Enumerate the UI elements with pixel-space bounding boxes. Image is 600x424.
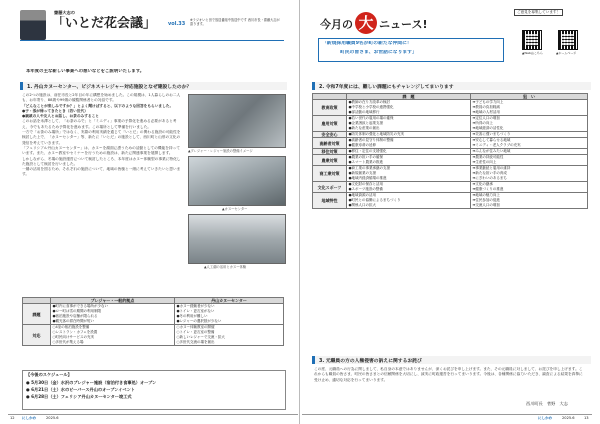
column-vol: vol.33: [168, 21, 186, 27]
cell-line: ○多世代交流の場を創出: [176, 340, 215, 344]
s1-para-6: 「フェリシアル丹山カヌーセンター」は、カヌーを湖面に漂うための活動としての機能を持っています。また、カヌー教室やセミナーを行うための施設は、新たに関連事業を展開します。: [22, 145, 181, 156]
cell-line: ●ロー町は雪の期間の利用制限: [52, 309, 102, 313]
s1-para-5: 一方で「お茶のみ場所」ではなく、実際の利用実績を通じて「いとだ」の関わる施設の可能性を検討した上で、「カヌーセンター」等、新たに「いとだ」の施設として、西川町と山形の文化の発信を考えていきます。: [22, 130, 181, 145]
cell-line: ●関係人口の拡大: [348, 203, 377, 207]
cell-line: ➡地域経済の活性化: [472, 126, 504, 130]
footer-date: 2025.6: [562, 416, 575, 420]
issues-table: [22, 297, 284, 346]
cell-issues-b: [174, 304, 283, 325]
cell-line: ➡子どもの学力向上: [472, 100, 504, 104]
row-aim: [471, 182, 588, 193]
table-row: [23, 304, 284, 325]
footer-brand: にしかわ: [538, 416, 553, 420]
s1-para-4: このお話を米澤として、「お茶のみで」と「ミニディ」事業の予算化を進める必要があると考え、今でもあたるため予算化を進めます。この場所として準備を行いました。: [22, 119, 177, 129]
row-category: 文化スポーツ: [313, 182, 347, 193]
cell-line: ○レストラン・カフェを設置: [52, 330, 98, 334]
row-category: 地域特性: [313, 193, 347, 209]
s1-para-8: 一層の活用を図るため、それぞれの施設について、地域の皆様と一緒に考えていきたいと思います。: [22, 167, 181, 177]
cell-line: ●町内に食事ができる場所が少ない: [52, 304, 109, 308]
author-portrait: [20, 10, 46, 40]
cell-line: ●商工業の事業承継の支援: [348, 166, 391, 170]
s1-para-2: ●子・孫が帰ってきたとき（若い世代）: [22, 108, 88, 113]
intro-text: 本年度の主な新しい事業への想いなどをご説明いたします。: [26, 69, 145, 74]
row-issue: [347, 116, 471, 132]
cell-line: ➡ミニディ・老人クラブの充実: [472, 143, 521, 147]
cell-line: ➡定住人口の増加: [472, 116, 500, 120]
footer-page-number: 13: [584, 416, 589, 420]
cell-line: ➡所得の向上: [472, 121, 493, 125]
table-row: [313, 138, 588, 149]
row-category: 農業対策: [313, 155, 347, 166]
footer-bar: [8, 414, 298, 415]
challenges-header-issue: 課 題: [347, 94, 471, 100]
sub-headline-1: 「新規採用職員9名が町の新たな仲間に！: [322, 41, 412, 46]
section1-body: [22, 93, 182, 269]
challenges-header-aim: 狙 い: [471, 94, 588, 100]
row-issue: [347, 155, 471, 166]
cell-line: ➡事業継続と雇用の維持: [472, 166, 511, 170]
row-category: 雇用対策: [313, 116, 347, 132]
cell-line: ●レジャーの選択肢が少ない: [176, 319, 222, 323]
row-issue: [347, 182, 471, 193]
section2-title: 2. 令和7年度には、難しい課題にもチャレンジしてまいります: [319, 85, 454, 90]
table-row: [313, 193, 588, 209]
row-aim: [471, 166, 588, 182]
row-aim: [471, 193, 588, 209]
photo-caption-2: ▲カヌーセンター: [222, 207, 248, 211]
cell-line: ○4室の宿泊施設を整備: [52, 325, 90, 329]
cell-line: ●地域資源の活用: [348, 193, 377, 197]
cell-line: ●宿泊施設や店舗が限られる: [52, 314, 98, 318]
schedule-item-2: ● 6月28日（土）フェリシア丹山カヌーセンター竣工式: [26, 394, 132, 399]
s1-para-3: ●親戚の人や友人とお話し、お茶のみすること: [22, 114, 99, 119]
cell-line: ●冬の利用が難しい: [176, 314, 208, 318]
cell-line: ●高齢者の見守り体制の整備: [348, 138, 394, 142]
row-issue: [347, 138, 471, 149]
qr-label-b: ▲ホームページ: [556, 51, 577, 55]
header-rule: [20, 40, 284, 41]
table-header-b: 丹山カヌーセンター: [174, 298, 283, 304]
cell-line: ○新しいレジャーで交流・拡大: [176, 335, 225, 339]
cell-line: ●若い世代の雇用の場の確保: [348, 116, 394, 120]
cell-line: ○多世代が集える場: [52, 340, 84, 344]
footer-page-number: 12: [10, 416, 15, 420]
cell-issues-a: [51, 304, 175, 325]
row-aim: [471, 138, 588, 149]
cell-line: ➡住民参加の促進: [472, 198, 500, 202]
table-row: [313, 155, 588, 166]
table-row: [23, 325, 284, 346]
schedule-title: 【今後のスケジュール】: [26, 372, 72, 377]
table-row: [313, 116, 588, 132]
cell-line: ●移住・定住の支援強化: [348, 149, 387, 153]
row-category: 安全安心: [313, 132, 347, 138]
cell-line: ●農業の担い手の確保: [348, 155, 384, 159]
section1-title: 1. 丹山カヌーセンター、ビジネス＋レジャー対応施設となぜ建設したのか？: [27, 85, 192, 90]
qr-code-a[interactable]: [522, 30, 542, 50]
row-issue: [347, 100, 471, 116]
row-issue: [347, 166, 471, 182]
row-issue: [347, 193, 471, 209]
cell-line: ●部活動の地域移行: [348, 110, 380, 114]
table-row: [313, 166, 588, 182]
headline-pre: 今月の: [320, 18, 353, 31]
photo-caption-3: ▲人工湖の活用とカヌー体験: [204, 265, 247, 269]
cell-line: ➡みんなが住みたい地域: [472, 149, 511, 153]
row-category: 商工業対策: [313, 166, 347, 182]
footer-brand: にしかわ: [22, 416, 37, 420]
cell-line: ➡地域の人材活用: [472, 110, 500, 114]
challenges-rows: [312, 99, 588, 209]
right-page: [300, 0, 600, 424]
cell-line: ➡にぎわいのあるまち: [472, 176, 507, 180]
cell-line: ●文化財の保存と活用: [348, 182, 384, 186]
section3-title: 3. 元職員の方の人権侵害の訴えに関するお詫び: [319, 359, 422, 364]
footer-date: 2025.6: [46, 416, 59, 420]
section1-heading: [20, 82, 287, 90]
footer-bar: [302, 414, 592, 415]
cell-line: ●地域内経済循環の推進: [348, 176, 387, 180]
headline-big-character: 大: [355, 12, 377, 34]
qr-code-b[interactable]: [558, 30, 578, 50]
author-name: 齋藤大志の: [54, 10, 75, 15]
column-title: 「いとだ花会議」: [52, 16, 157, 31]
photo-canoe-center: [188, 156, 286, 206]
s1-para-1: 「どんなことが楽しみですか？」とよく聞けばすると、以下のような回答をもらいました。: [22, 103, 174, 108]
cell-line: ●スマート農業の推進: [348, 160, 383, 164]
table-header-a: プレジャー・一般的拠点: [51, 298, 175, 304]
row-aim: [471, 100, 588, 116]
signature: 西川町長 菅野 大志: [526, 401, 568, 406]
challenges-table-body: [312, 99, 588, 209]
row-label-issues: 課題: [23, 304, 51, 325]
cell-line: ○トイレ・更衣室の整備: [176, 330, 215, 334]
cell-line: ●トイレ・更衣室がない: [176, 309, 215, 313]
cell-line: ●防災体制の強化と地域防災の充実: [348, 132, 405, 136]
row-category: 教育政策: [313, 100, 347, 116]
cell-line: ●企業誘致と起業支援: [348, 121, 384, 125]
s1-para-7: しかしながら、冬場の施設運営について検討したところ、本年度はカヌー体験型の事業に特化した施設として検討を行いました。: [22, 156, 181, 166]
section2-heading: [312, 82, 591, 90]
cell-line: ●新規創業の支援: [348, 171, 377, 175]
cell-line: ●町民との協働によるまちづくり: [348, 198, 401, 202]
cell-line: ○町民向けサービスの充実: [52, 335, 95, 339]
cell-line: ➡健康づくりの推進: [472, 187, 504, 191]
cell-line: ➡農業の持続可能性: [472, 155, 504, 159]
table-row: [313, 100, 588, 116]
schedule-item-1: ● 6月21日（土）水のビーバース丹山のオープンイベント: [26, 387, 135, 392]
cell-line: ➡教員の負担軽減: [472, 105, 500, 109]
cell-line: ➡文化の継承: [472, 182, 493, 186]
row-aim: [471, 155, 588, 166]
cell-line: ➡生産性の向上: [472, 160, 497, 164]
cell-line: ➡地域の魅力向上: [472, 193, 500, 197]
cell-line: ➡新たな担い手の育成: [472, 171, 507, 175]
column-note: ※ラジオいと田で放送番組中放送中です 西川市長・齋藤大志が語ります。: [190, 18, 280, 27]
photo-caption-1: ▲プレジャー・レジャー施設の整備イメージ: [188, 149, 253, 153]
cell-line: ➡災害に強いまちづくり: [472, 132, 511, 136]
schedule-item-0: ● 5月30日（金）水沢のプレジャー施設（宿泊付き食事処）オープン: [26, 380, 157, 385]
photo-lake: [188, 214, 286, 264]
cell-line: ●スポーツ施設の整備: [348, 187, 383, 191]
cell-line: ➡交流人口の増加: [472, 203, 500, 207]
row-aim: [471, 116, 588, 132]
feedback-note: ご意見を募集しています！: [514, 9, 563, 16]
section3-heading: [312, 356, 591, 364]
photo-plaza: [188, 94, 286, 148]
row-label-response: 対応: [23, 325, 51, 346]
cell-line: ●中学校と小学校の連携強化: [348, 105, 394, 109]
cell-line: ●カヌー経験者が少ない: [176, 304, 215, 308]
row-category: 高齢者対策: [313, 138, 347, 149]
cell-line: ○カヌー体験教室の開催: [176, 325, 215, 329]
section3-body: この度、元職員への行為に関しまして、私自身の本意ではありませんが、深くお詫びを申し上げます。また、その元職員に対しまして、お詫びを申し上げます。これからも職員の皆さま、町民の皆さまとの信頼関係を大切にし、誠実に町政運営を行ってまいります。今後は、各種関係に協力いただき、調査による結果を真摯に受け止め、適切な対応を行ってまいります。: [314, 367, 583, 382]
cell-line: ●健康寿命の延伸: [348, 143, 377, 147]
cell-line: ●観光客の滞在時間が短い: [52, 319, 95, 323]
table-row: [313, 182, 588, 193]
cell-line: ●教師の在り方改革の検討: [348, 100, 391, 104]
sub-headline-2: 町民の皆さま、お世話になります」: [340, 50, 417, 55]
row-category: 移住対策: [313, 149, 347, 155]
cell-line: ➡安心して暮らせる地域: [472, 138, 511, 142]
qr-label-a: ▲Webはこちら: [522, 51, 543, 55]
cell-response-b: [174, 325, 283, 346]
s1-para-0: この2つの施設は、前任市長と2年目の年に構想を始めました。この規模は、1人暮らしのお二人も、お年寄り、88歳や99歳の観覧関係者との対話です。: [22, 93, 181, 103]
cell-line: ●新たな産業の創出: [348, 126, 380, 130]
cell-response-a: [51, 325, 175, 346]
headline-post: ニュース!: [379, 18, 428, 31]
